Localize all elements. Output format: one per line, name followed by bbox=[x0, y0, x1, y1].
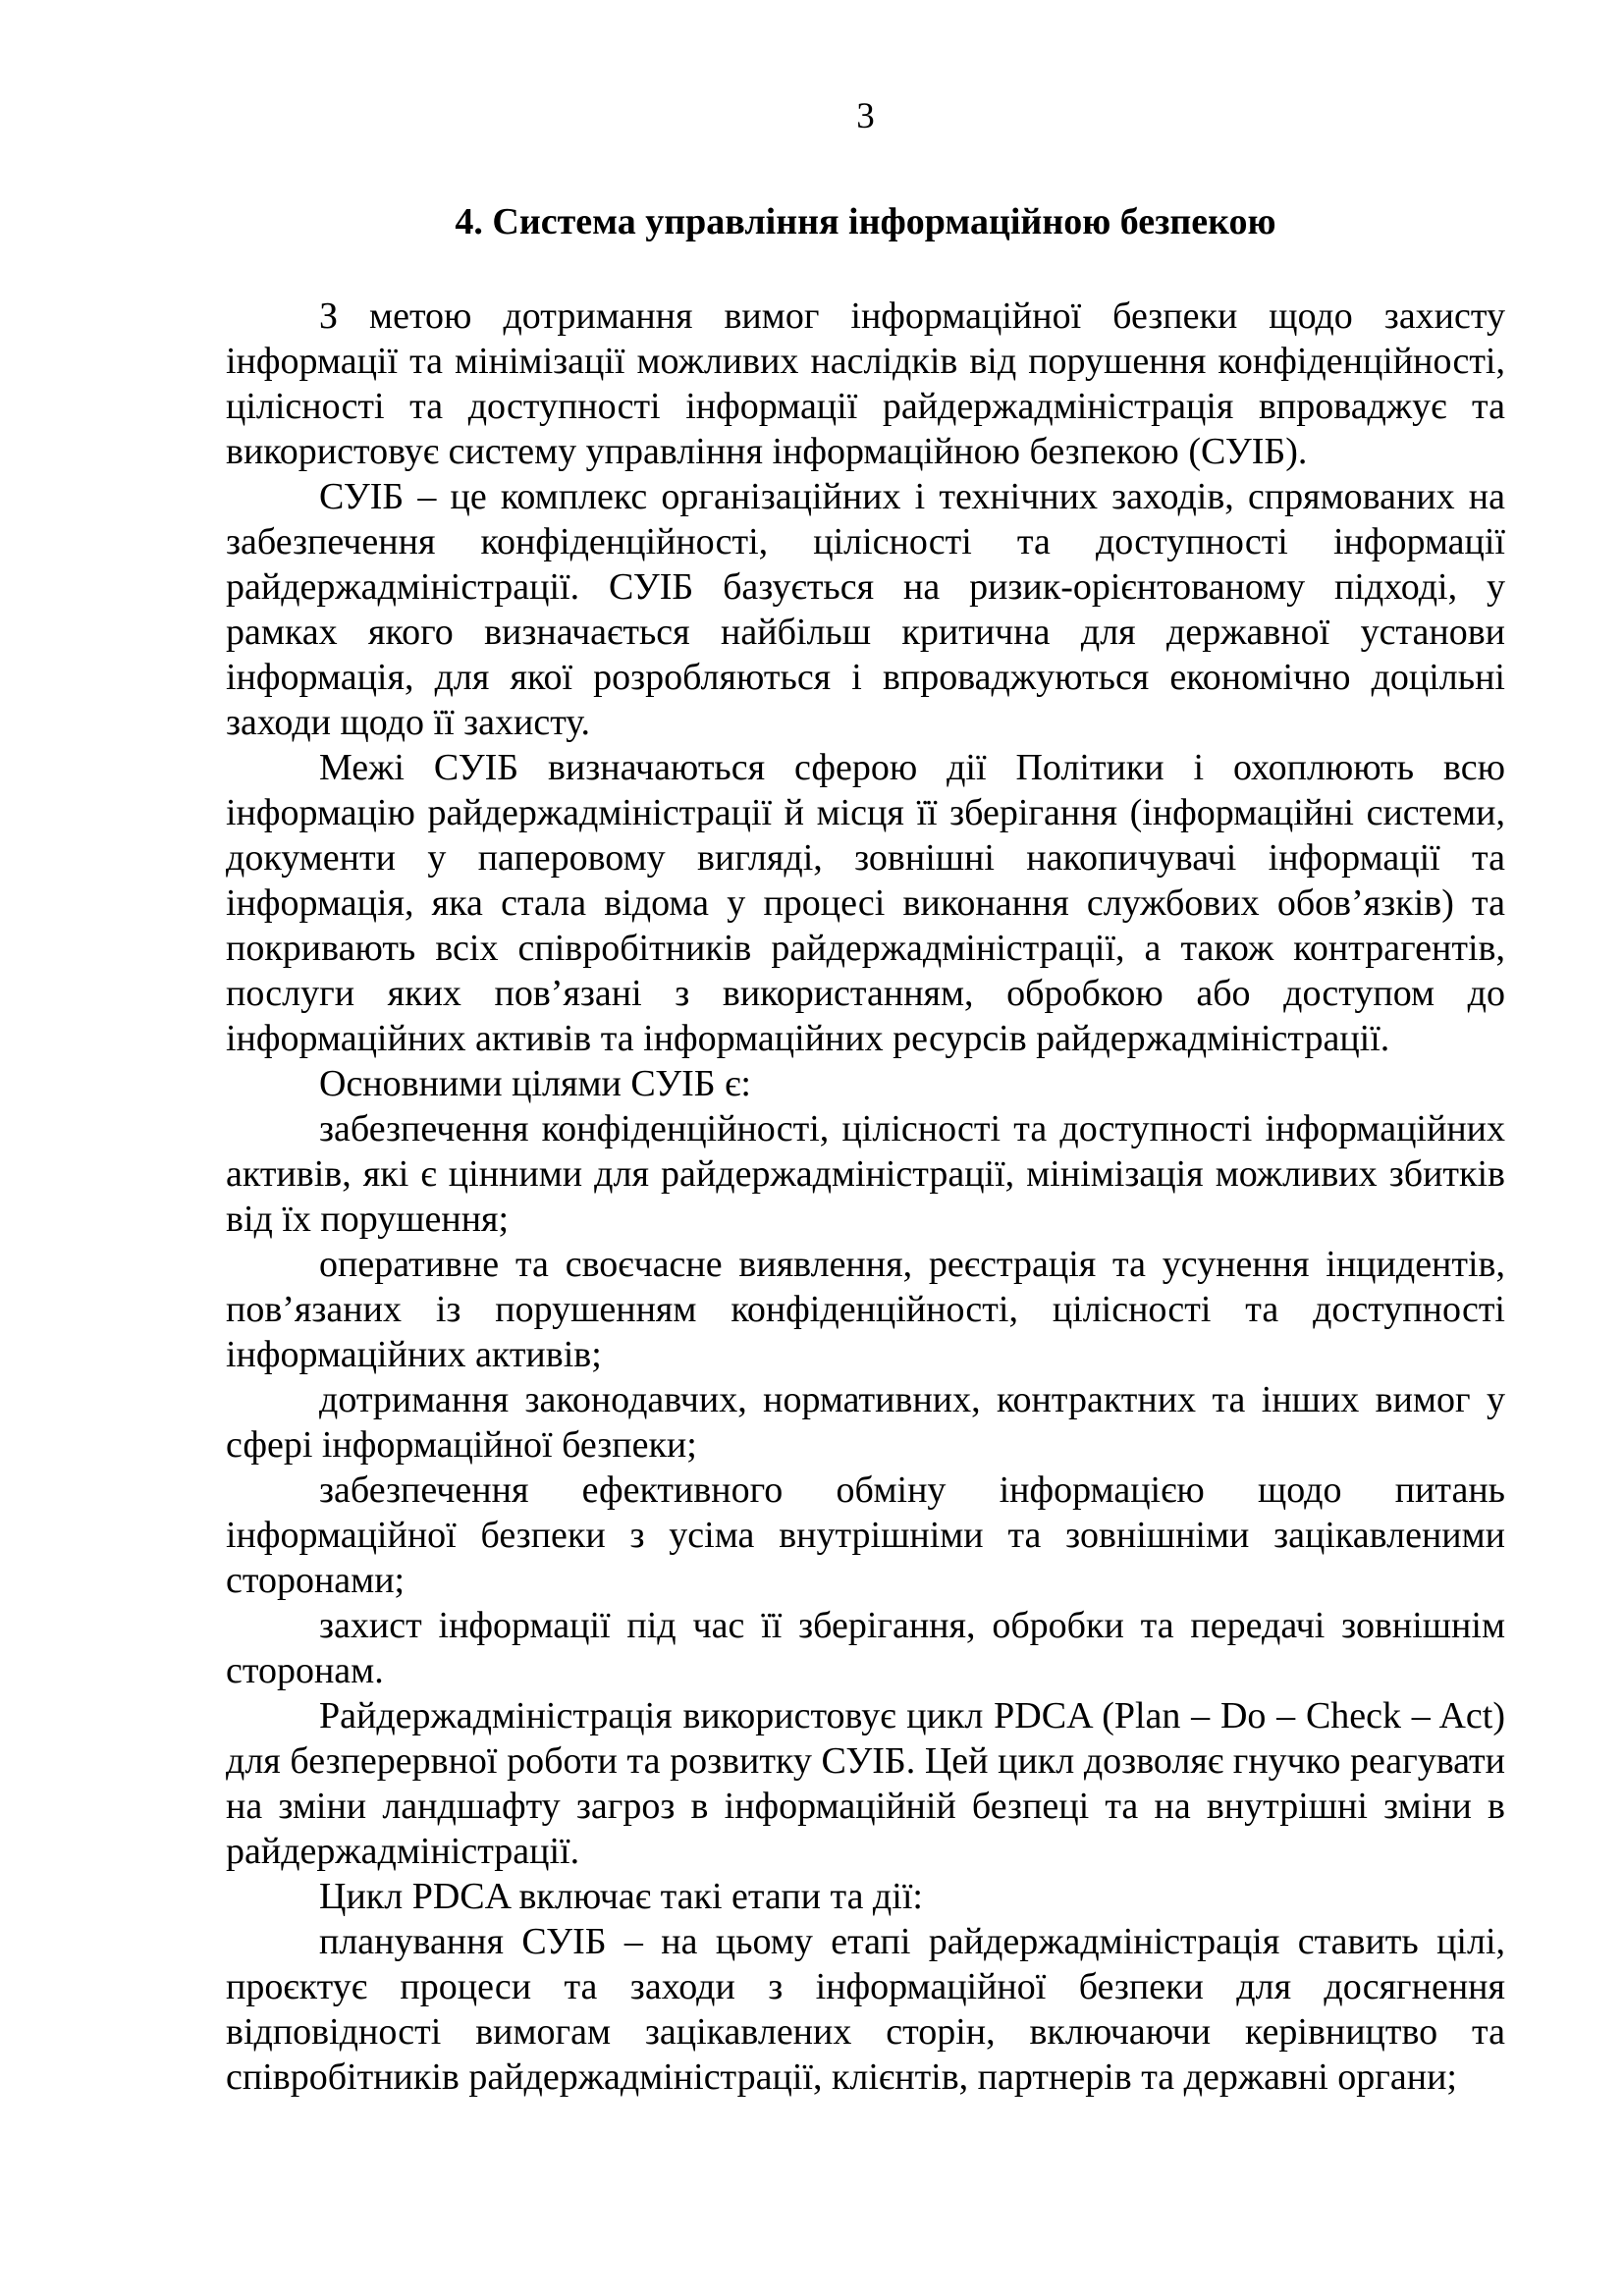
paragraph: СУІБ – це комплекс організаційних і технічних заходів, спрямованих на забезпечення конфіденційності, цілісності та доступності інформації райдержадміністрації. СУІБ базується на ризик-орієнтованому підході, у рамках якого визначається найбільш критична для державної установи інформація, для якої розробляються і впроваджуються економічно доцільні заходи щодо її захисту. bbox=[226, 476, 1505, 743]
paragraph: оперативне та своєчасне виявлення, реєстрація та усунення інцидентів, пов’язаних із порушенням конфіденційності, цілісності та доступності інформаційних активів; bbox=[226, 1244, 1505, 1375]
page-title: 4. Система управління інформаційною безпекою bbox=[455, 201, 1276, 242]
paragraph: Основними цілями СУІБ є: bbox=[319, 1063, 751, 1104]
document-body bbox=[226, 294, 1505, 2100]
paragraph: Цикл PDCA включає такі етапи та дії: bbox=[319, 1876, 923, 1917]
paragraph: З метою дотримання вимог інформаційної безпеки щодо захисту інформації та мінімізації можливих наслідків від порушення конфіденційності, цілісності та доступності інформації райдержадміністрація впроваджує та використовує систему управління інформаційною безпекою (СУІБ). bbox=[226, 295, 1505, 472]
paragraph: дотримання законодавчих, нормативних, контрактних та інших вимог у сфері інформаційної безпеки; bbox=[226, 1379, 1505, 1466]
paragraph: захист інформації під час її зберігання, обробки та передачі зовнішнім сторонам. bbox=[226, 1605, 1505, 1691]
paragraph: планування СУІБ – на цьому етапі райдержадміністрація ставить цілі, проєктує процеси та заходи з інформаційної безпеки для досягнення відповідності вимогам зацікавлених сторін, включаючи керівництво та співробітників райдержадміністрації, клієнтів, партнерів та державні органи; bbox=[226, 1921, 1505, 2098]
page-number: 3 bbox=[856, 96, 875, 136]
paragraph: забезпечення ефективного обміну інформацією щодо питань інформаційної безпеки з усіма внутрішніми та зовнішніми зацікавленими сторонами; bbox=[226, 1469, 1505, 1601]
paragraph: Межі СУІБ визначаються сферою дії Політики і охоплюють всю інформацію райдержадміністрації й місця її зберігання (інформаційні системи, документи у паперовому вигляді, зовнішні накопичувачі інформації та інформація, яка стала відома у процесі виконання службових обов’язків) та покривають всіх співробітників райдержадміністрації, а також контрагентів, послуги яких пов’язані з використанням, обробкою або доступом до інформаційних активів та інформаційних ресурсів райдержадміністрації. bbox=[226, 747, 1505, 1059]
paragraph: забезпечення конфіденційності, цілісності та доступності інформаційних активів, які є цінними для райдержадміністрації, мінімізація можливих збитків від їх порушення; bbox=[226, 1108, 1505, 1240]
paragraph: Райдержадміністрація використовує цикл PDCA (Plan – Do – Check – Act) для безперервної роботи та розвитку СУІБ. Цей цикл дозволяє гнучко реагувати на зміни ландшафту загроз в інформаційній безпеці та на внутрішні зміни в райдержадміністрації. bbox=[226, 1695, 1505, 1872]
